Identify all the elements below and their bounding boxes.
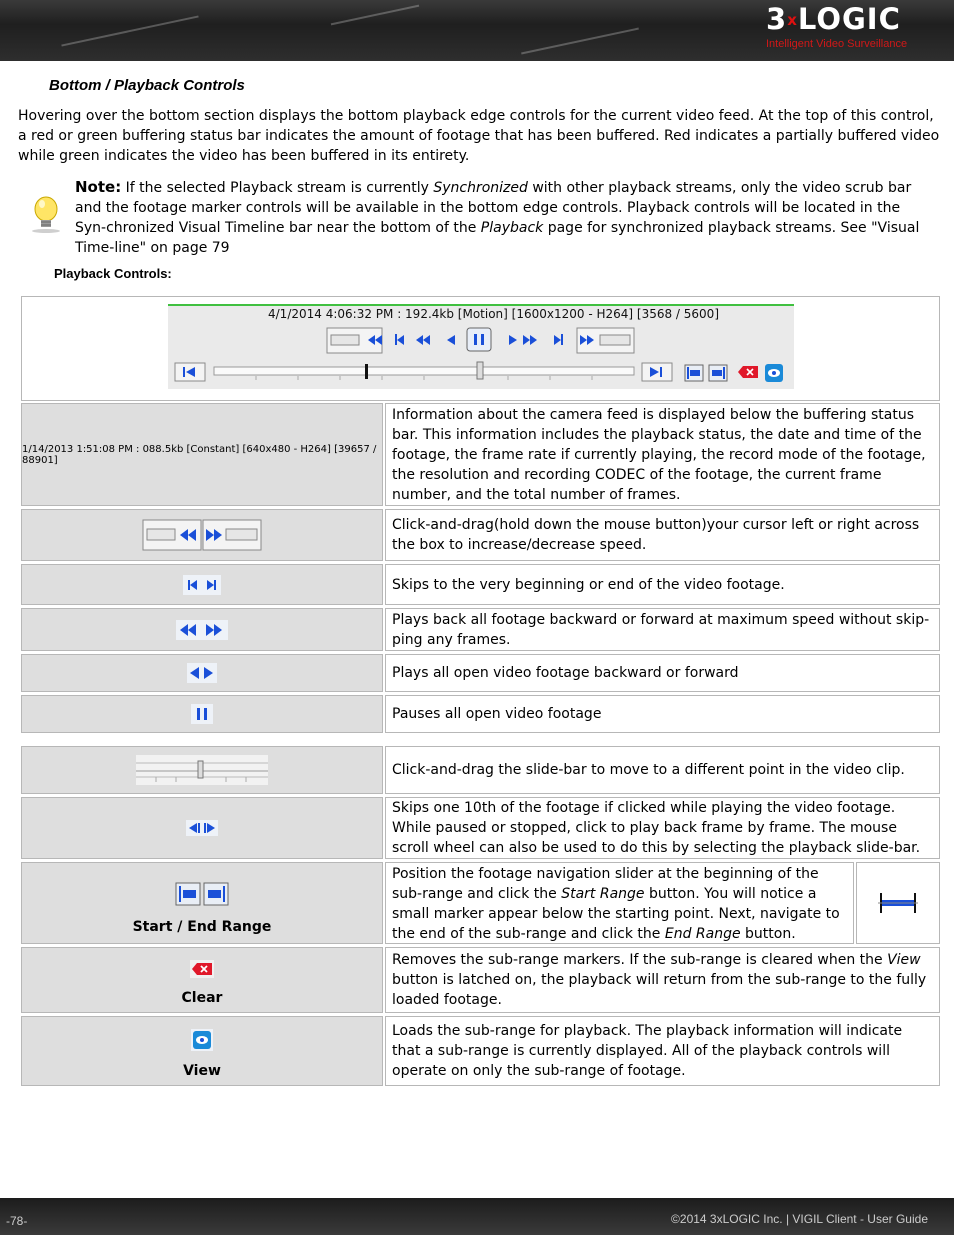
skip-start-icon <box>395 334 404 345</box>
slider-bar-icon <box>136 755 268 785</box>
start-end-range-caption: Start / End Range <box>132 919 272 935</box>
row-description: Skips one 10th of the footage if clicked while playing the video footage. While paused or stopped, click to play back frame by frame. The mouse scroll wheel can also be used to do this by selecting the playback slide-bar. <box>385 797 940 859</box>
row-description: Plays back all footage backward or forward at maximum speed without skip-ping any frames. <box>385 608 940 651</box>
footer-copyright: ©2014 3xLOGIC Inc. | VIGIL Client - User Guide <box>671 1212 928 1226</box>
start-range-icon <box>685 365 703 381</box>
pause-icon <box>191 704 213 724</box>
brand-logo: 3xLOGIC <box>766 2 901 36</box>
scrub-slider <box>214 362 634 380</box>
row-image-slider <box>21 746 383 794</box>
row-description: Click-and-drag(hold down the mouse button)your cursor left or right across the box to increase/decrease speed. <box>385 509 940 561</box>
row-description: Skips to the very beginning or end of the video footage. <box>385 564 940 605</box>
playback-info-text: 4/1/2014 4:06:32 PM : 192.4kb [Motion] [1600x1200 - H264] [3568 / 5600] <box>268 307 719 321</box>
clear-icon <box>190 960 214 978</box>
pause-icon <box>467 328 491 351</box>
row-image-info <box>21 403 383 506</box>
end-range-icon <box>709 365 727 381</box>
header-decoration <box>61 15 198 46</box>
play-reverse-forward-icon <box>187 663 217 683</box>
row-image-view <box>21 1016 383 1086</box>
playback-controls-label: Playback Controls: <box>54 266 172 281</box>
info-text-sample: 1/14/2013 1:51:08 PM : 088.5kb [Constant] [640x480 - H264] [39657 / 88901] <box>22 443 377 466</box>
step-forward-icon <box>642 363 672 381</box>
page-footer <box>0 1198 954 1235</box>
play-forward-icon <box>509 335 517 345</box>
row-image-fast <box>21 608 383 651</box>
clear-caption: Clear <box>181 990 223 1006</box>
range-marker-figure <box>856 862 940 944</box>
row-image-speed <box>21 509 383 561</box>
page-header <box>0 0 954 61</box>
note-paragraph: Note: If the selected Playback stream is currently Synchronized with other playback streams, only the video scrub bar and the footage marker controls will be available in the bottom edge controls. Playback controls will be located in the Syn-chronized Visual Timeline bar near the bottom of the Playback page for synchronized playback streams. See "Visual Time-line" on page 79 <box>75 178 920 256</box>
row-image-range <box>21 862 383 944</box>
row-description: Information about the camera feed is displayed below the buffering status bar. This information includes the playback status, the date and time of the footage, the frame rate if currently playing, the record mode of the footage, the resolution and recording CODEC of the footage, the current frame number, and the total number of frames. <box>385 403 940 506</box>
speed-boxes-icon <box>142 518 262 552</box>
clear-icon <box>738 366 758 378</box>
fast-rewind-forward-icon <box>176 620 228 640</box>
row-image-step <box>21 797 383 859</box>
row-description: Position the footage navigation slider at the beginning of the sub-range and click the Start Range button. You will notice a small marker appear below the starting point. Next, navigate to the end of the sub-range and click the End Range button. <box>385 862 854 944</box>
skip-end-icon <box>554 334 563 345</box>
play-reverse-icon <box>447 335 455 345</box>
row-image-skip <box>21 564 383 605</box>
skip-start-end-icon <box>183 575 221 595</box>
row-image-play <box>21 654 383 692</box>
brand-tagline: Intelligent Video Surveillance <box>766 38 908 50</box>
playback-controls-svg <box>168 304 794 389</box>
row-image-pause <box>21 695 383 733</box>
row-description: Click-and-drag the slide-bar to move to a different point in the video clip. <box>385 746 940 794</box>
row-description: Pauses all open video footage <box>385 695 940 733</box>
row-description: Plays all open video footage backward or forward <box>385 654 940 692</box>
speed-forward-box <box>577 328 634 353</box>
row-description: Loads the sub-range for playback. The playback information will indicate that a sub-range is currently displayed. All of the playback controls will operate on only the sub-range of footage. <box>385 1016 940 1086</box>
intro-paragraph: Hovering over the bottom section displays the bottom playback edge controls for the current video feed. At the top of this control, a red or green buffering status bar indicates the amount of footage that has been buffered. Red indicates a partially buffered video while green indicates the video has been buffered in its entirety. <box>18 108 940 164</box>
fast-rewind-icon <box>416 335 430 345</box>
playback-panel <box>168 304 794 389</box>
view-icon <box>191 1029 213 1051</box>
fast-forward-icon <box>523 335 537 345</box>
start-end-range-icon <box>175 881 229 907</box>
step-back-forward-icon <box>186 820 218 836</box>
section-title: Bottom / Playback Controls <box>49 77 245 94</box>
step-back-icon <box>175 363 205 381</box>
view-icon <box>765 364 783 382</box>
view-caption: View <box>183 1063 221 1079</box>
page-number: -78- <box>6 1214 28 1228</box>
row-description: Removes the sub-range markers. If the sub-range is cleared when the View button is latched on, the playback will return from the sub-range to the fully loaded footage. <box>385 947 940 1013</box>
playback-controls-figure <box>21 296 940 401</box>
range-marker-icon <box>878 890 918 916</box>
header-decoration <box>331 5 419 26</box>
row-image-clear <box>21 947 383 1013</box>
lightbulb-icon <box>28 193 64 233</box>
speed-rewind-box <box>327 328 382 353</box>
header-decoration <box>521 28 639 55</box>
